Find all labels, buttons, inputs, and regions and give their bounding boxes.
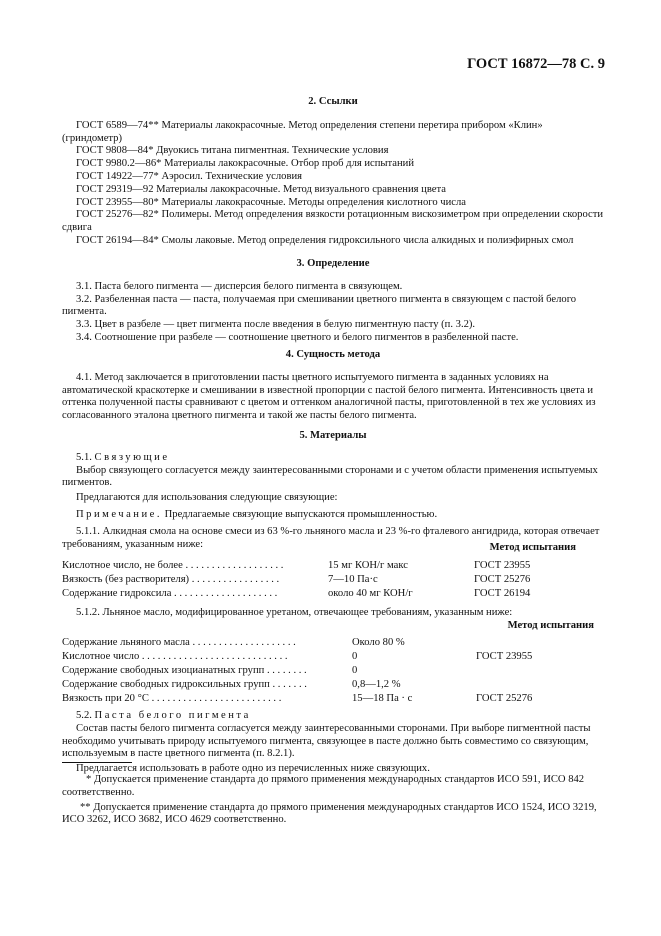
paragraph: 3.3. Цвет в разбеле — цвет пигмента после введения в белую пигментную пасту (п. 3.2). [76, 319, 476, 331]
references-list [62, 120, 604, 248]
paragraph: Предлагаются для использования следующие связующие: [76, 492, 338, 504]
table-row: Содержание свободных гидроксильных групп . . . . . . . 0,8—1,2 % [62, 678, 401, 690]
paragraph: Предлагается использовать в работе одно из перечисленных ниже связующих. [76, 763, 430, 775]
section-4-title: 4. Сущность метода [285, 349, 381, 360]
note [62, 509, 604, 522]
table-row: Вязкость при 20 °С . . . . . . . . . . . . . . . . . . . . . . . . . 15—18 Па · с ГОСТ 25276 [62, 692, 533, 704]
reference-item: ГОСТ 25276—82* Полимеры. Метод определения вязкости ротационным вискозиметром при определении скорости сдвига [62, 209, 604, 234]
footnote-divider [62, 762, 132, 763]
section-references [62, 96, 604, 248]
footnotes [62, 774, 604, 827]
table-row: Содержание льняного масла . . . . . . . . . . . . . . . . . . . . Около 80 % [62, 636, 405, 648]
section-5-title: 5. Материалы [299, 430, 367, 441]
table-alkyd-requirements [62, 542, 604, 602]
reference-item: ГОСТ 14922—77* Аэросил. Технические условия [76, 170, 303, 182]
paragraph: 4.1. Метод заключается в приготовлении пасты цветного испытуемого пигмента в заданных условиях на автоматической краскотерке и смешивании в известной пропорции с пастой белого пигмента. Интенсивность цвета и оттенка полученной пасты сравнивают с цветом и оттенком аналогичной пасты, приготовленной в тех же условиях из согласованного эталона цветного пигмента и такой же пасты белого пигмента. [62, 371, 596, 422]
section-2-title: 2. Ссылки [308, 96, 358, 107]
note-text: Предлагаемые связующие выпускаются промышленностью. [164, 508, 438, 520]
subsection-title: Связующие [94, 451, 170, 463]
note-label: Примечание. [76, 508, 162, 520]
subsection-binders: 5.1. Связующие [76, 451, 170, 463]
paragraph: 5.1.1. Алкидная смола на основе смеси из 63 %-го льняного масла и 23 %-го фталевого ангидрида, которая отвечает требованиям, указанным ниже: [62, 525, 600, 550]
table-row: Кислотное число, не более . . . . . . . . . . . . . . . . . . . 15 мг КОН/г макс ГОСТ 23955 [62, 559, 531, 571]
reference-item: ГОСТ 6589—74** Материалы лакокрасочные. Метод определения степени перетира прибором «Клин» (гриндометр) [62, 119, 543, 144]
reference-item: ГОСТ 9980.2—86* Материалы лакокрасочные. Отбор проб для испытаний [76, 158, 415, 170]
paragraph: Выбор связующего согласуется между заинтересованными сторонами и с учетом области применения испытуемых пигментов. [62, 464, 598, 489]
reference-item: ГОСТ 26194—84* Смолы лаковые. Метод определения гидроксильного числа алкидных и полиэфирных смол [76, 234, 574, 246]
table-row: Содержание свободных изоцианатных групп . . . . . . . . 0 [62, 664, 358, 676]
table-column-header: Метод испытания [489, 542, 576, 553]
footnote: * Допускается применение стандарта до прямого применения международных стандартов ИСО 591, ИСО 842 соответственно. [62, 774, 585, 798]
subsection-title: Паста белого пигмента [94, 710, 251, 721]
subsection-white-paste: 5.2. Паста белого пигмента Состав пасты белого пигмента согласуется между заинтересованными сторонами. При выборе пигментной пасты необходимо учитывать природу испытуемого пигмента, связующее в пасте должно быть совместимо со связующим, используемым в пасте цветного пигмента (п. 8.2.1). Предлагается использовать в работе одно из перечисленных ниже связующих. [62, 710, 604, 776]
spec-table [62, 560, 530, 602]
reference-item: ГОСТ 23955—80* Материалы лакокрасочные. Методы определения кислотного числа [76, 196, 466, 208]
table-row: Содержание гидроксила . . . . . . . . . . . . . . . . . . . . около 40 мг КОН/г ГОСТ 26194 [62, 587, 531, 599]
footnote: ** Допускается применение стандарта до прямого применения международных стандартов ИСО 1524, ИСО 3219, ИСО 3262, ИСО 3682, ИСО 4629 соответственно. [62, 801, 597, 826]
reference-item: ГОСТ 29319—92 Материалы лакокрасочные. Метод визуального сравнения цвета [76, 183, 446, 195]
paragraph: 3.1. Паста белого пигмента — дисперсия белого пигмента в связующем. [76, 280, 403, 292]
section-method-essence [62, 349, 604, 423]
paragraph: Состав пасты белого пигмента согласуется между заинтересованными сторонами. При выборе пигментной пасты необходимо учитывать природу испытуемого пигмента, связующее в пасте должно быть совместимо со связующим, используемым в пасте цветного пигмента (п. 8.2.1). [62, 722, 591, 760]
paragraph-5-1-2 [62, 607, 604, 707]
section-definition [62, 258, 604, 345]
section-materials [62, 430, 604, 551]
table-row: Вязкость (без растворителя) . . . . . . . . . . . . . . . . . 7—10 Па·с ГОСТ 25276 [62, 573, 531, 585]
spec-table [62, 637, 532, 707]
page-header: ГОСТ 16872—78 С. 9 [467, 56, 605, 72]
table-row: Кислотное число . . . . . . . . . . . . . . . . . . . . . . . . . . . . 0 ГОСТ 23955 [62, 650, 533, 662]
section-3-title: 3. Определение [296, 258, 370, 269]
table-column-header: Метод испытания [507, 619, 594, 631]
paragraph: 3.4. Соотношение при разбеле — соотношение цветного и белого пигментов в разбеленной пасте. [76, 331, 519, 343]
paragraph: 5.1.2. Льняное масло, модифицированное уретаном, отвечающее требованиям, указанным ниже: [76, 607, 513, 618]
paragraph: 3.2. Разбеленная паста — паста, получаемая при смешивании цветного пигмента в связующем с пастой белого пигмента. [62, 293, 577, 318]
reference-item: ГОСТ 9808—84* Двуокись титана пигментная. Технические условия [76, 145, 389, 157]
